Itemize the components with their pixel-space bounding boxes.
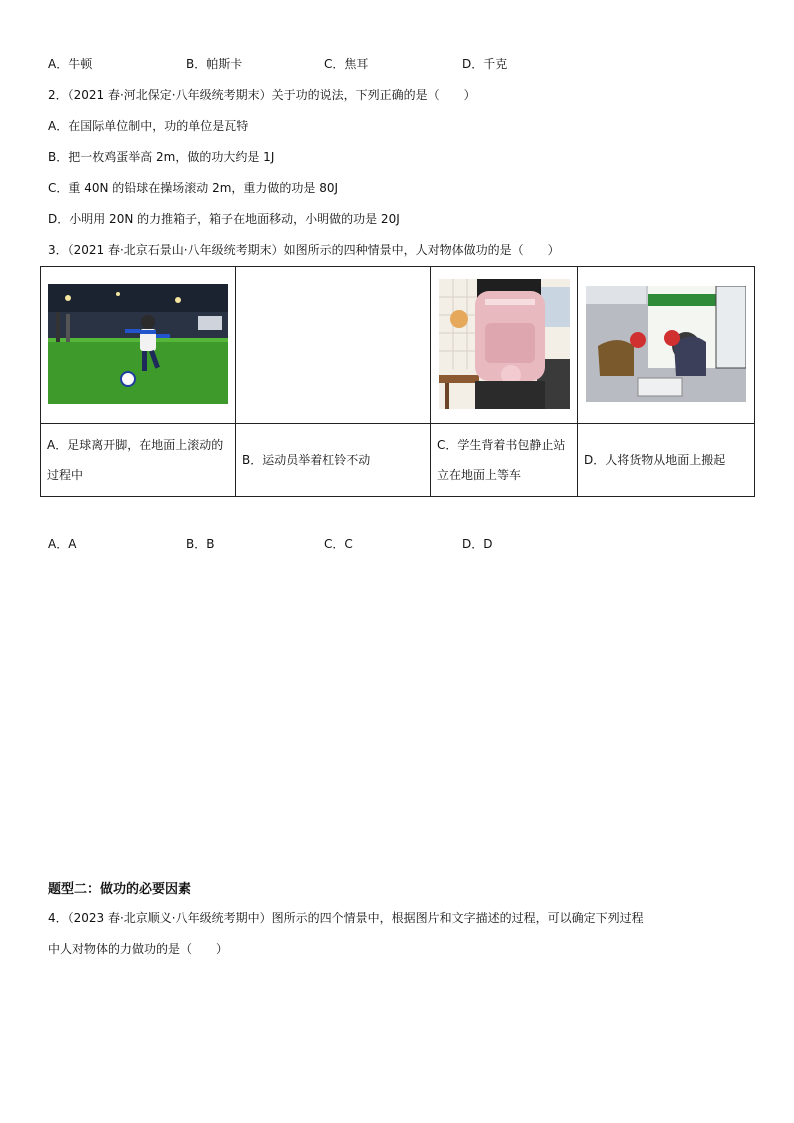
q1-options: [48, 56, 600, 72]
q2-option-c: C．重 40N 的铅球在操场滚动 2m，重力做的功是 80J: [48, 181, 339, 195]
q3-option-a: A．A: [48, 537, 77, 551]
q3-option-c: C．C: [324, 537, 353, 551]
q1-option-d: D．千克: [462, 57, 508, 71]
student-backpack-image: [439, 279, 570, 409]
soccer-kid-image: [48, 284, 228, 404]
q2-option-b: B．把一枚鸡蛋举高 2m，做的功大约是 1J: [48, 150, 275, 164]
section-heading: 题型二：做功的必要因素: [48, 882, 192, 897]
q2-option-d: D．小明用 20N 的力推箱子，箱子在地面移动，小明做的功是 20J: [48, 212, 400, 226]
q3-options: [48, 536, 600, 552]
q1-option-b: B．帕斯卡: [186, 57, 243, 71]
q1-option-c: C．焦耳: [324, 57, 369, 71]
q1-option-a: A．牛顿: [48, 57, 93, 71]
q2-option-a: A．在国际单位制中，功的单位是瓦特: [48, 119, 249, 133]
q3-stem: 3．（2021 春·北京石景山·八年级统考期末）如图所示的四种情景中，人对物体做功的是（ ）: [48, 243, 560, 257]
caption-b: B．运动员举着杠铃不动: [236, 424, 431, 497]
scene-b-cell: [236, 267, 431, 424]
q3-option-b: B．B: [186, 537, 215, 551]
q2-stem: 2．（2021 春·河北保定·八年级统考期末）关于功的说法，下列正确的是（ ）: [48, 88, 476, 102]
q4-stem-line2: 中人对物体的力做功的是（ ）: [48, 942, 229, 956]
scene-d-cell: [578, 267, 755, 424]
lifting-goods-image: [586, 286, 746, 402]
q3-option-d: D．D: [462, 537, 493, 551]
scene-c-cell: [431, 267, 578, 424]
caption-c: C．学生背着书包静止站立在地面上等车: [431, 424, 578, 497]
caption-a: A．足球离开脚，在地面上滚动的过程中: [41, 424, 236, 497]
q4-stem-line1: 4．（2023 春·北京顺义·八年级统考期中）图所示的四个情景中，根据图片和文字描述的过程，可以确定下列过程: [48, 911, 644, 925]
q3-scene-table: [40, 266, 755, 497]
caption-d: D．人将货物从地面上搬起: [578, 424, 755, 497]
scene-a-cell: [41, 267, 236, 424]
